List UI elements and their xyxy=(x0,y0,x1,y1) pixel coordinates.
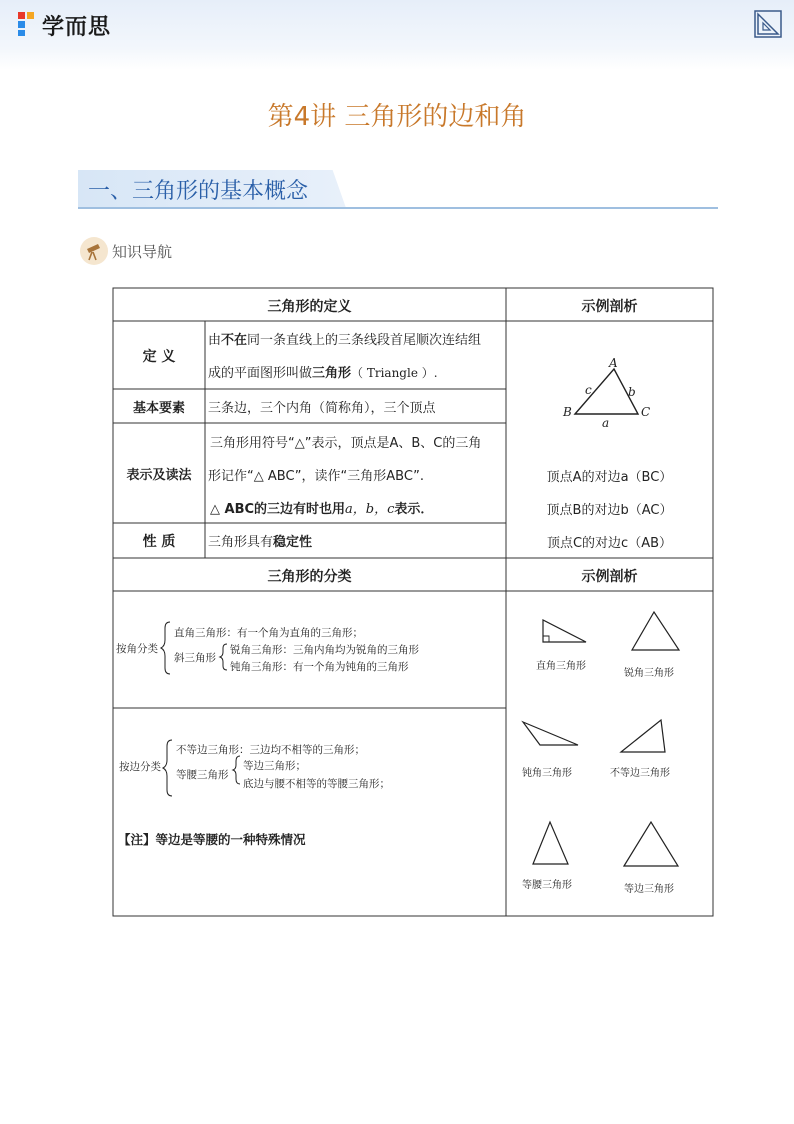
page-title: 第4讲 三角形的边和角 xyxy=(267,102,527,132)
elements-text: 三条边，三个内角（简称角），三个顶点 xyxy=(208,401,436,416)
example-label-isosceles: 等腰三角形 xyxy=(522,880,572,891)
row-label-property: 性 质 xyxy=(142,534,176,550)
table2-header-left: 三角形的分类 xyxy=(267,569,352,585)
row-label-notation: 表示及读法 xyxy=(126,468,192,483)
by-side-isosceles: 等腰三角形 xyxy=(176,769,229,781)
side-label-a: a xyxy=(602,416,610,430)
by-angle-obtuse: 钝角三角形：有一个角为钝角的三角形 xyxy=(230,661,409,673)
by-side-equilateral: 等边三角形； xyxy=(243,760,306,772)
by-angle-acute: 锐角三角形：三角内角均为锐角的三角形 xyxy=(230,644,419,656)
notation-line2: 形记作“△ ABC”，读作“三角形ABC”. xyxy=(208,469,425,484)
table1-header-left: 三角形的定义 xyxy=(267,299,352,315)
opposite-side-c: 顶点C的对边c（AB） xyxy=(546,536,673,551)
section-title: 一、三角形的基本概念 xyxy=(88,179,309,204)
example-obtuse-triangle xyxy=(523,722,578,745)
note-text: 【注】等边是等腰的一种特殊情况 xyxy=(118,832,306,847)
nav-label: 知识导航 xyxy=(112,243,173,261)
by-angle-right: 直角三角形：有一个角为直角的三角形； xyxy=(174,627,363,639)
table1-header-right: 示例剖析 xyxy=(581,299,638,315)
row-label-definition: 定 义 xyxy=(142,349,176,365)
side-label-b: b xyxy=(628,385,636,399)
example-label-equilateral: 等边三角形 xyxy=(624,884,674,895)
vertex-label-a: A xyxy=(609,356,618,370)
example-label-scalene: 不等边三角形 xyxy=(610,768,670,779)
example-acute-triangle xyxy=(632,612,679,650)
example-isosceles-triangle xyxy=(533,822,568,864)
notation-line1: 三角形用符号“△”表示，顶点是A、B、C的三角 xyxy=(210,436,482,451)
notation-line3: △ ABC的三边有时也用a，b，c表示． xyxy=(210,502,434,517)
example-label-obtuse: 钝角三角形 xyxy=(522,768,572,779)
by-angle-label: 按角分类 xyxy=(116,643,158,655)
side-label-c: c xyxy=(585,383,592,397)
brand-name: 学而思 xyxy=(42,15,112,40)
example-equilateral-triangle xyxy=(624,822,678,866)
property-text: 三角形具有稳定性 xyxy=(208,535,313,550)
vertex-label-b: B xyxy=(563,405,572,419)
definition-line2: 成的平面图形叫做三角形（ Triangle ）. xyxy=(208,366,438,381)
example-label-acute: 锐角三角形 xyxy=(624,668,674,679)
by-angle-oblique: 斜三角形 xyxy=(174,652,216,664)
example-label-right: 直角三角形 xyxy=(536,661,586,672)
opposite-side-a: 顶点A的对边a（BC） xyxy=(546,470,673,485)
example-scalene-triangle xyxy=(621,720,665,752)
by-side-scalene: 不等边三角形：三边均不相等的三角形； xyxy=(176,744,365,756)
vertex-label-c: C xyxy=(641,405,651,419)
definition-line1: 由不在同一条直线上的三条线段首尾顺次连结组 xyxy=(208,333,482,348)
by-side-label: 按边分类 xyxy=(119,761,161,773)
opposite-side-b: 顶点B的对边b（AC） xyxy=(546,503,673,518)
row-label-elements: 基本要素 xyxy=(132,401,185,416)
table2-header-right: 示例剖析 xyxy=(581,569,638,585)
by-side-iso-other: 底边与腰不相等的等腰三角形； xyxy=(243,778,390,790)
